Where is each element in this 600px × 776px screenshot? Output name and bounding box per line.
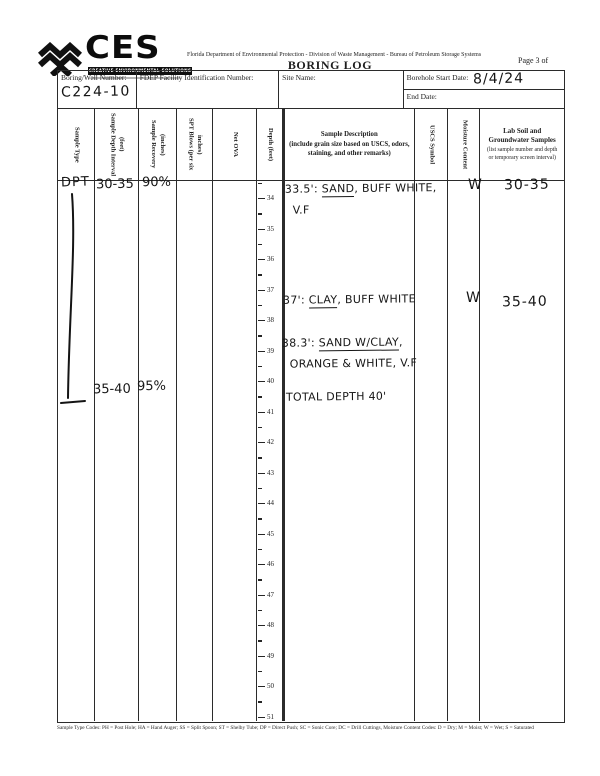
dates-cell (404, 71, 564, 108)
depth-tick-label: 34 (267, 194, 274, 202)
description-line: 37': CLAY, BUFF WHITE (282, 292, 416, 307)
header-depth: Depth (feet) (257, 109, 283, 180)
depth-tick-label: 44 (267, 499, 274, 507)
header-moisture-content: Moisture Content (448, 109, 480, 180)
borehole-start-date-row (404, 71, 564, 90)
depth-tick-label: 42 (267, 438, 274, 446)
document-title: BORING LOG (287, 58, 373, 72)
depth-tick-label: 46 (267, 560, 274, 568)
header-sample-description (283, 109, 415, 180)
boring-well-number-cell (58, 71, 137, 108)
column-sample-description (283, 181, 414, 721)
ces-logo-text: CES (85, 29, 161, 67)
column-moisture-content (448, 181, 480, 721)
header-lab-samples-rest: (list sample number and depth or temporary screen interval) (487, 147, 558, 162)
handwritten-recovery: 90% (141, 174, 172, 191)
page-number-label: Page 3 of (518, 56, 549, 65)
description-line: V.F (285, 203, 310, 217)
header-lab-samples-bold: Lab Soil and Groundwater Samples (488, 126, 556, 145)
column-sample-recovery (136, 181, 177, 721)
sample-type-codes-legend: Sample Type Codes: PH = Post Hole; HA = Hand Auger; SS = Split Spoon; ST = Shelby Tube; DP = Direct Push; SC = Sonic Core; DC = Drill Cuttings, Moisture Content Codes: D = Dry; M = Moist; W = Wet; S = Saturated (57, 725, 534, 731)
column-lab-samples (480, 181, 564, 721)
header-sample-recovery: Sample Recovery (inches) (139, 109, 177, 180)
depth-tick-label: 41 (267, 407, 274, 416)
depth-tick-label: 48 (267, 621, 274, 629)
site-name-label: Site Name: (282, 73, 316, 82)
fdep-facility-id-cell (137, 71, 279, 108)
depth-tick-label: 47 (267, 590, 274, 599)
end-date-label: End Date: (406, 92, 437, 101)
description-line: TOTAL DEPTH 40' (285, 389, 387, 404)
depth-tick-label: 45 (267, 529, 274, 538)
description-line: 33.5': SAND, BUFF WHITE, (284, 181, 437, 196)
handwritten-recovery: 95% (136, 378, 167, 395)
column-depth (257, 181, 283, 721)
header-net-ova: Net OVA (213, 109, 257, 180)
site-name-cell (279, 71, 404, 108)
depth-tick-label: 37 (267, 285, 274, 294)
boring-well-number-label: Boring/Well Number: (61, 73, 127, 82)
handwritten-sample-type: DPT (60, 174, 91, 191)
ces-logo-subtitle: CREATIVE ENVIRONMENTAL SOLUTIONS (88, 68, 192, 73)
borehole-start-date-label: Borehole Start Date: (406, 73, 469, 82)
column-sample-depth-interval (92, 181, 139, 721)
handwritten-lab-sample: 30-35 (503, 176, 550, 194)
info-bar (58, 71, 564, 109)
header-spt-blows: SPT Blows (per six inches) (177, 109, 214, 180)
column-net-ova (213, 181, 257, 721)
depth-tick-label: 49 (267, 651, 274, 660)
agency-line: Florida Department of Environmental Protection - Division of Waste Management - Bureau of Petroleum Storage Systems (187, 52, 482, 58)
header-sample-depth-interval: Sample Depth Interval (feet) (95, 109, 139, 180)
handwritten-lab-sample: 35-40 (501, 293, 548, 311)
column-uscs-symbol (415, 181, 449, 721)
log-grid-body (58, 181, 564, 721)
borehole-start-date-value: 8/4/24 (473, 70, 525, 88)
column-sample-type (58, 181, 95, 721)
header-sample-description-rest: (include grain size based on USCS, odors, staining, and other remarks) (289, 140, 410, 158)
fdep-facility-id-label: FDEP Facility Identification Number: (139, 73, 254, 82)
depth-tick-label: 51 (267, 712, 274, 721)
handwritten-moisture: W (468, 177, 482, 193)
boring-well-number-value: C224-10 (60, 83, 132, 101)
depth-tick-label: 39 (267, 346, 274, 355)
description-line: ORANGE & WHITE, V.F (282, 356, 418, 371)
depth-tick-label: 50 (267, 682, 274, 690)
header-lab-samples (480, 109, 564, 180)
header-sample-type: Sample Type (58, 109, 95, 180)
end-date-row (404, 90, 564, 109)
depth-tick-label: 38 (267, 316, 274, 324)
column-headers-row (58, 109, 564, 181)
column-spt-blows (177, 181, 214, 721)
depth-tick-label: 36 (267, 255, 274, 263)
form-frame (57, 70, 565, 723)
header-sample-description-bold: Sample Description (320, 130, 378, 138)
handwritten-depth-interval: 30-35 (95, 176, 134, 193)
description-line: 38.3': SAND W/CLAY, (281, 335, 403, 350)
depth-tick-label: 43 (267, 468, 274, 477)
header-uscs-symbol: USCS Symbol (415, 109, 449, 180)
depth-tick-label: 40 (267, 377, 274, 385)
handwritten-moisture: W (466, 290, 480, 306)
depth-tick-label: 35 (267, 224, 274, 233)
handwritten-depth-interval: 35-40 (92, 381, 131, 398)
